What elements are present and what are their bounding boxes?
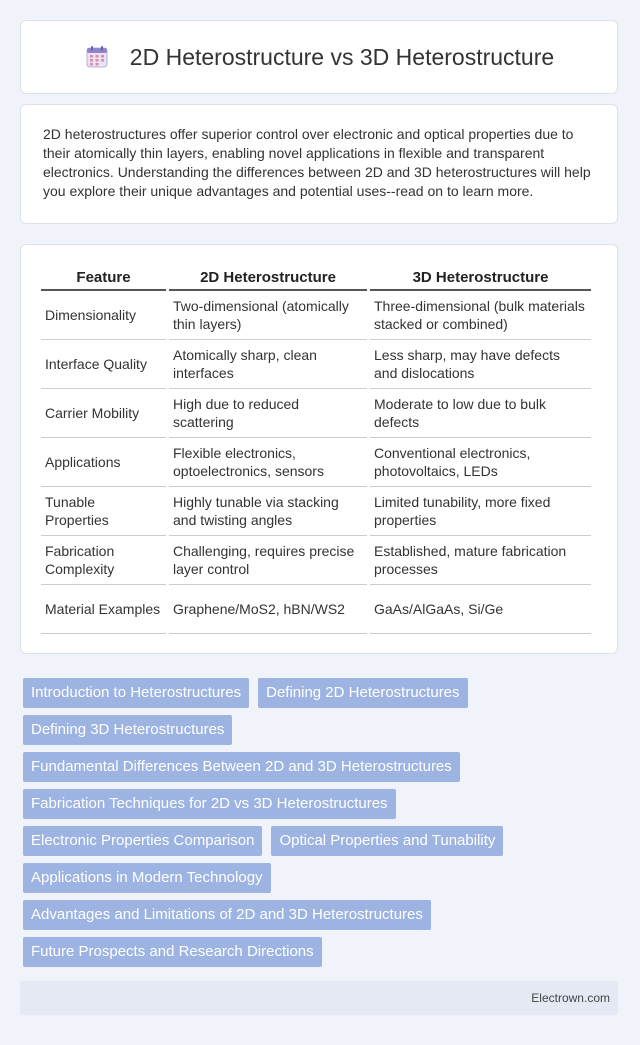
table-cell: Challenging, requires precise layer control xyxy=(169,536,367,585)
table-row xyxy=(41,389,591,438)
table-cell: Dimensionality xyxy=(41,291,166,340)
topic-tags xyxy=(23,678,623,974)
table-cell: Material Examples xyxy=(41,585,166,634)
page-title: 2D Heterostructure vs 3D Heterostructure xyxy=(129,43,555,70)
topic-link-advantages[interactable]: Advantages and Limitations of 2D and 3D Heterostructures xyxy=(23,900,431,930)
table-cell: GaAs/AlGaAs, Si/Ge xyxy=(370,585,591,634)
table-cell: Established, mature fabrication processes xyxy=(370,536,591,585)
table-row xyxy=(41,340,591,389)
table-cell: Carrier Mobility xyxy=(41,389,166,438)
intro-card xyxy=(20,104,618,224)
table-cell: Conventional electronics, photovoltaics, LEDs xyxy=(370,438,591,487)
table-cell: Moderate to low due to bulk defects xyxy=(370,389,591,438)
comparison-table xyxy=(38,265,594,634)
table-cell: Limited tunability, more fixed properties xyxy=(370,487,591,536)
comparison-card xyxy=(20,244,618,654)
table-cell: Applications xyxy=(41,438,166,487)
table-cell: Atomically sharp, clean interfaces xyxy=(169,340,367,389)
table-cell: Graphene/MoS2, hBN/WS2 xyxy=(169,585,367,634)
table-row xyxy=(41,438,591,487)
calendar-grid-icon xyxy=(84,44,110,70)
topic-link-defining-3d[interactable]: Defining 3D Heterostructures xyxy=(23,715,232,745)
title-card xyxy=(20,20,618,94)
intro-text: 2D heterostructures offer superior control over electronic and optical properties due to their atomically thin layers, enabling novel applications in flexible and transparent electronics. Understanding the differences between 2D and 3D heterostructures will help you explore their unique advantages and potential uses--read on to learn more. xyxy=(43,126,591,199)
topic-link-defining-2d[interactable]: Defining 2D Heterostructures xyxy=(258,678,467,708)
table-cell: Interface Quality xyxy=(41,340,166,389)
table-row xyxy=(41,291,591,340)
topic-link-applications[interactable]: Applications in Modern Technology xyxy=(23,863,271,893)
topic-link-fundamental-differences[interactable]: Fundamental Differences Between 2D and 3D Heterostructures xyxy=(23,752,460,782)
table-cell: Less sharp, may have defects and dislocations xyxy=(370,340,591,389)
footer-site-name: Electrown.com xyxy=(531,991,610,1005)
topic-link-fabrication[interactable]: Fabrication Techniques for 2D vs 3D Heterostructures xyxy=(23,789,396,819)
column-header: 3D Heterostructure xyxy=(370,265,591,291)
column-header: 2D Heterostructure xyxy=(169,265,367,291)
topic-link-optical-properties[interactable]: Optical Properties and Tunability xyxy=(271,826,503,856)
column-header: Feature xyxy=(41,265,166,291)
table-cell: Fabrication Complexity xyxy=(41,536,166,585)
topic-link-electronic-properties[interactable]: Electronic Properties Comparison xyxy=(23,826,262,856)
footer xyxy=(20,981,618,1015)
table-row xyxy=(41,487,591,536)
table-cell: High due to reduced scattering xyxy=(169,389,367,438)
table-row xyxy=(41,536,591,585)
topic-link-introduction[interactable]: Introduction to Heterostructures xyxy=(23,678,249,708)
table-cell: Highly tunable via stacking and twisting angles xyxy=(169,487,367,536)
table-cell: Flexible electronics, optoelectronics, sensors xyxy=(169,438,367,487)
table-cell: Tunable Properties xyxy=(41,487,166,536)
table-cell: Two-dimensional (atomically thin layers) xyxy=(169,291,367,340)
table-row xyxy=(41,585,591,634)
table-cell: Three-dimensional (bulk materials stacked or combined) xyxy=(370,291,591,340)
table-header-row xyxy=(41,265,591,291)
topic-link-future-prospects[interactable]: Future Prospects and Research Directions xyxy=(23,937,322,967)
